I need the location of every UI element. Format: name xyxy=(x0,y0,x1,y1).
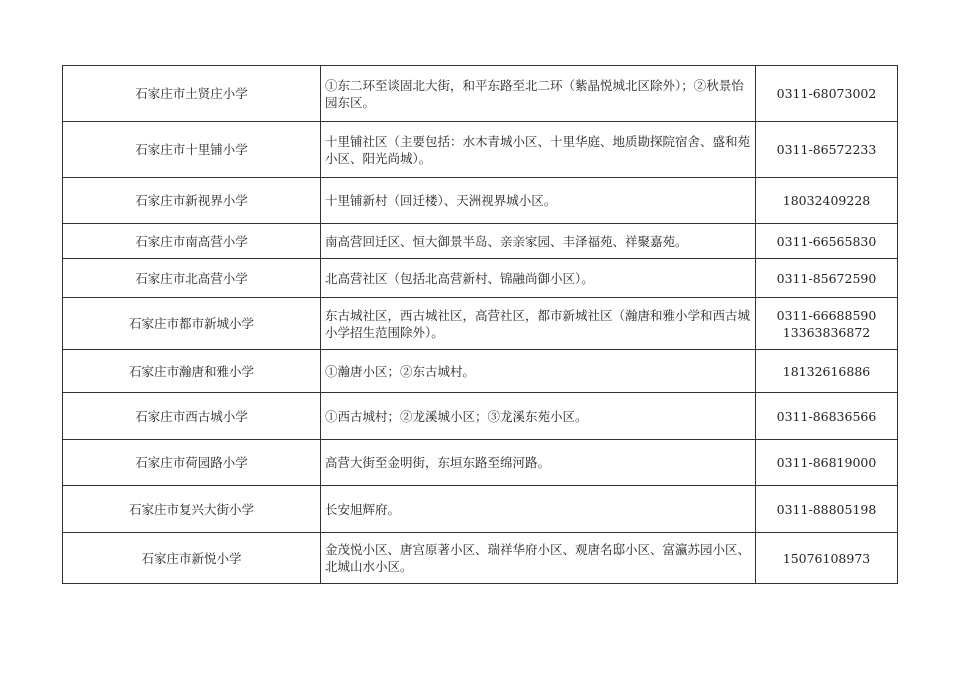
table-row xyxy=(63,259,898,298)
school-name: 石家庄市荷园路小学 xyxy=(63,440,321,486)
enrollment-area: ①东二环至谈固北大街，和平东路至北二环（紫晶悦城北区除外）；②秋景怡园东区。 xyxy=(321,66,756,122)
enrollment-area: 南高营回迁区、恒大御景半岛、亲亲家园、丰泽福苑、祥聚嘉苑。 xyxy=(321,224,756,259)
school-name: 石家庄市新视界小学 xyxy=(63,178,321,224)
school-name: 石家庄市瀚唐和雅小学 xyxy=(63,350,321,393)
school-name: 石家庄市新悦小学 xyxy=(63,533,321,584)
phone-number: 0311-66565830 xyxy=(776,233,877,249)
school-name: 石家庄市北高营小学 xyxy=(63,259,321,298)
phone-number: 0311-68073002 xyxy=(776,86,877,101)
phone-number: 0311-66688590 xyxy=(776,307,877,323)
contact-phone xyxy=(756,259,898,298)
table-row xyxy=(63,486,898,533)
contact-phone xyxy=(756,350,898,393)
contact-phone xyxy=(756,178,898,224)
phone-number: 18132616886 xyxy=(782,363,871,379)
enrollment-area: 东古城社区，西古城社区，高营社区，都市新城社区（瀚唐和雅小学和西古城小学招生范围除外）。 xyxy=(321,298,756,350)
enrollment-area: 北高营社区（包括北高营新村、锦融尚御小区）。 xyxy=(321,259,756,298)
phone-number: 0311-86836566 xyxy=(776,408,877,424)
school-name: 石家庄市都市新城小学 xyxy=(63,298,321,350)
contact-phone xyxy=(756,533,898,584)
table-row xyxy=(63,350,898,393)
table-row xyxy=(63,298,898,350)
enrollment-area: ①西古城村；②龙溪城小区；③龙溪东苑小区。 xyxy=(321,393,756,440)
enrollment-area: 十里铺社区（主要包括：水木青城小区、十里华庭、地质勘探院宿舍、盛和苑小区、阳光尚城）。 xyxy=(321,122,756,178)
contact-phone xyxy=(756,122,898,178)
phone-number: 0311-86819000 xyxy=(776,455,877,470)
school-name: 石家庄市南高营小学 xyxy=(63,224,321,259)
contact-phone xyxy=(756,66,898,122)
phone-number: 0311-86572233 xyxy=(776,142,877,157)
contact-phone xyxy=(756,393,898,440)
table-row xyxy=(63,440,898,486)
table-row xyxy=(63,393,898,440)
enrollment-area: 高营大街至金明街，东垣东路至绵河路。 xyxy=(321,440,756,486)
phone-number: 18032409228 xyxy=(782,193,871,208)
enrollment-area: 长安旭辉府。 xyxy=(321,486,756,533)
enrollment-area: ①瀚唐小区；②东古城村。 xyxy=(321,350,756,393)
contact-phone xyxy=(756,224,898,259)
enrollment-zone-table xyxy=(62,65,898,584)
contact-phone xyxy=(756,440,898,486)
phone-number: 15076108973 xyxy=(782,550,871,566)
contact-phone xyxy=(756,486,898,533)
mobile-number: 13363836872 xyxy=(782,324,871,340)
table-row xyxy=(63,66,898,122)
phone-number: 0311-88805198 xyxy=(776,501,877,517)
contact-phone xyxy=(756,298,898,350)
table-row xyxy=(63,533,898,584)
school-name: 石家庄市十里铺小学 xyxy=(63,122,321,178)
enrollment-area: 金茂悦小区、唐宫原著小区、瑞祥华府小区、观唐名邸小区、富瀛苏园小区、北城山水小区。 xyxy=(321,533,756,584)
enrollment-area: 十里铺新村（回迁楼）、天洲视界城小区。 xyxy=(321,178,756,224)
school-name: 石家庄市土贤庄小学 xyxy=(63,66,321,122)
school-name: 石家庄市西古城小学 xyxy=(63,393,321,440)
school-name: 石家庄市复兴大街小学 xyxy=(63,486,321,533)
table-row xyxy=(63,122,898,178)
table-row xyxy=(63,224,898,259)
phone-number: 0311-85672590 xyxy=(776,270,877,286)
table-row xyxy=(63,178,898,224)
